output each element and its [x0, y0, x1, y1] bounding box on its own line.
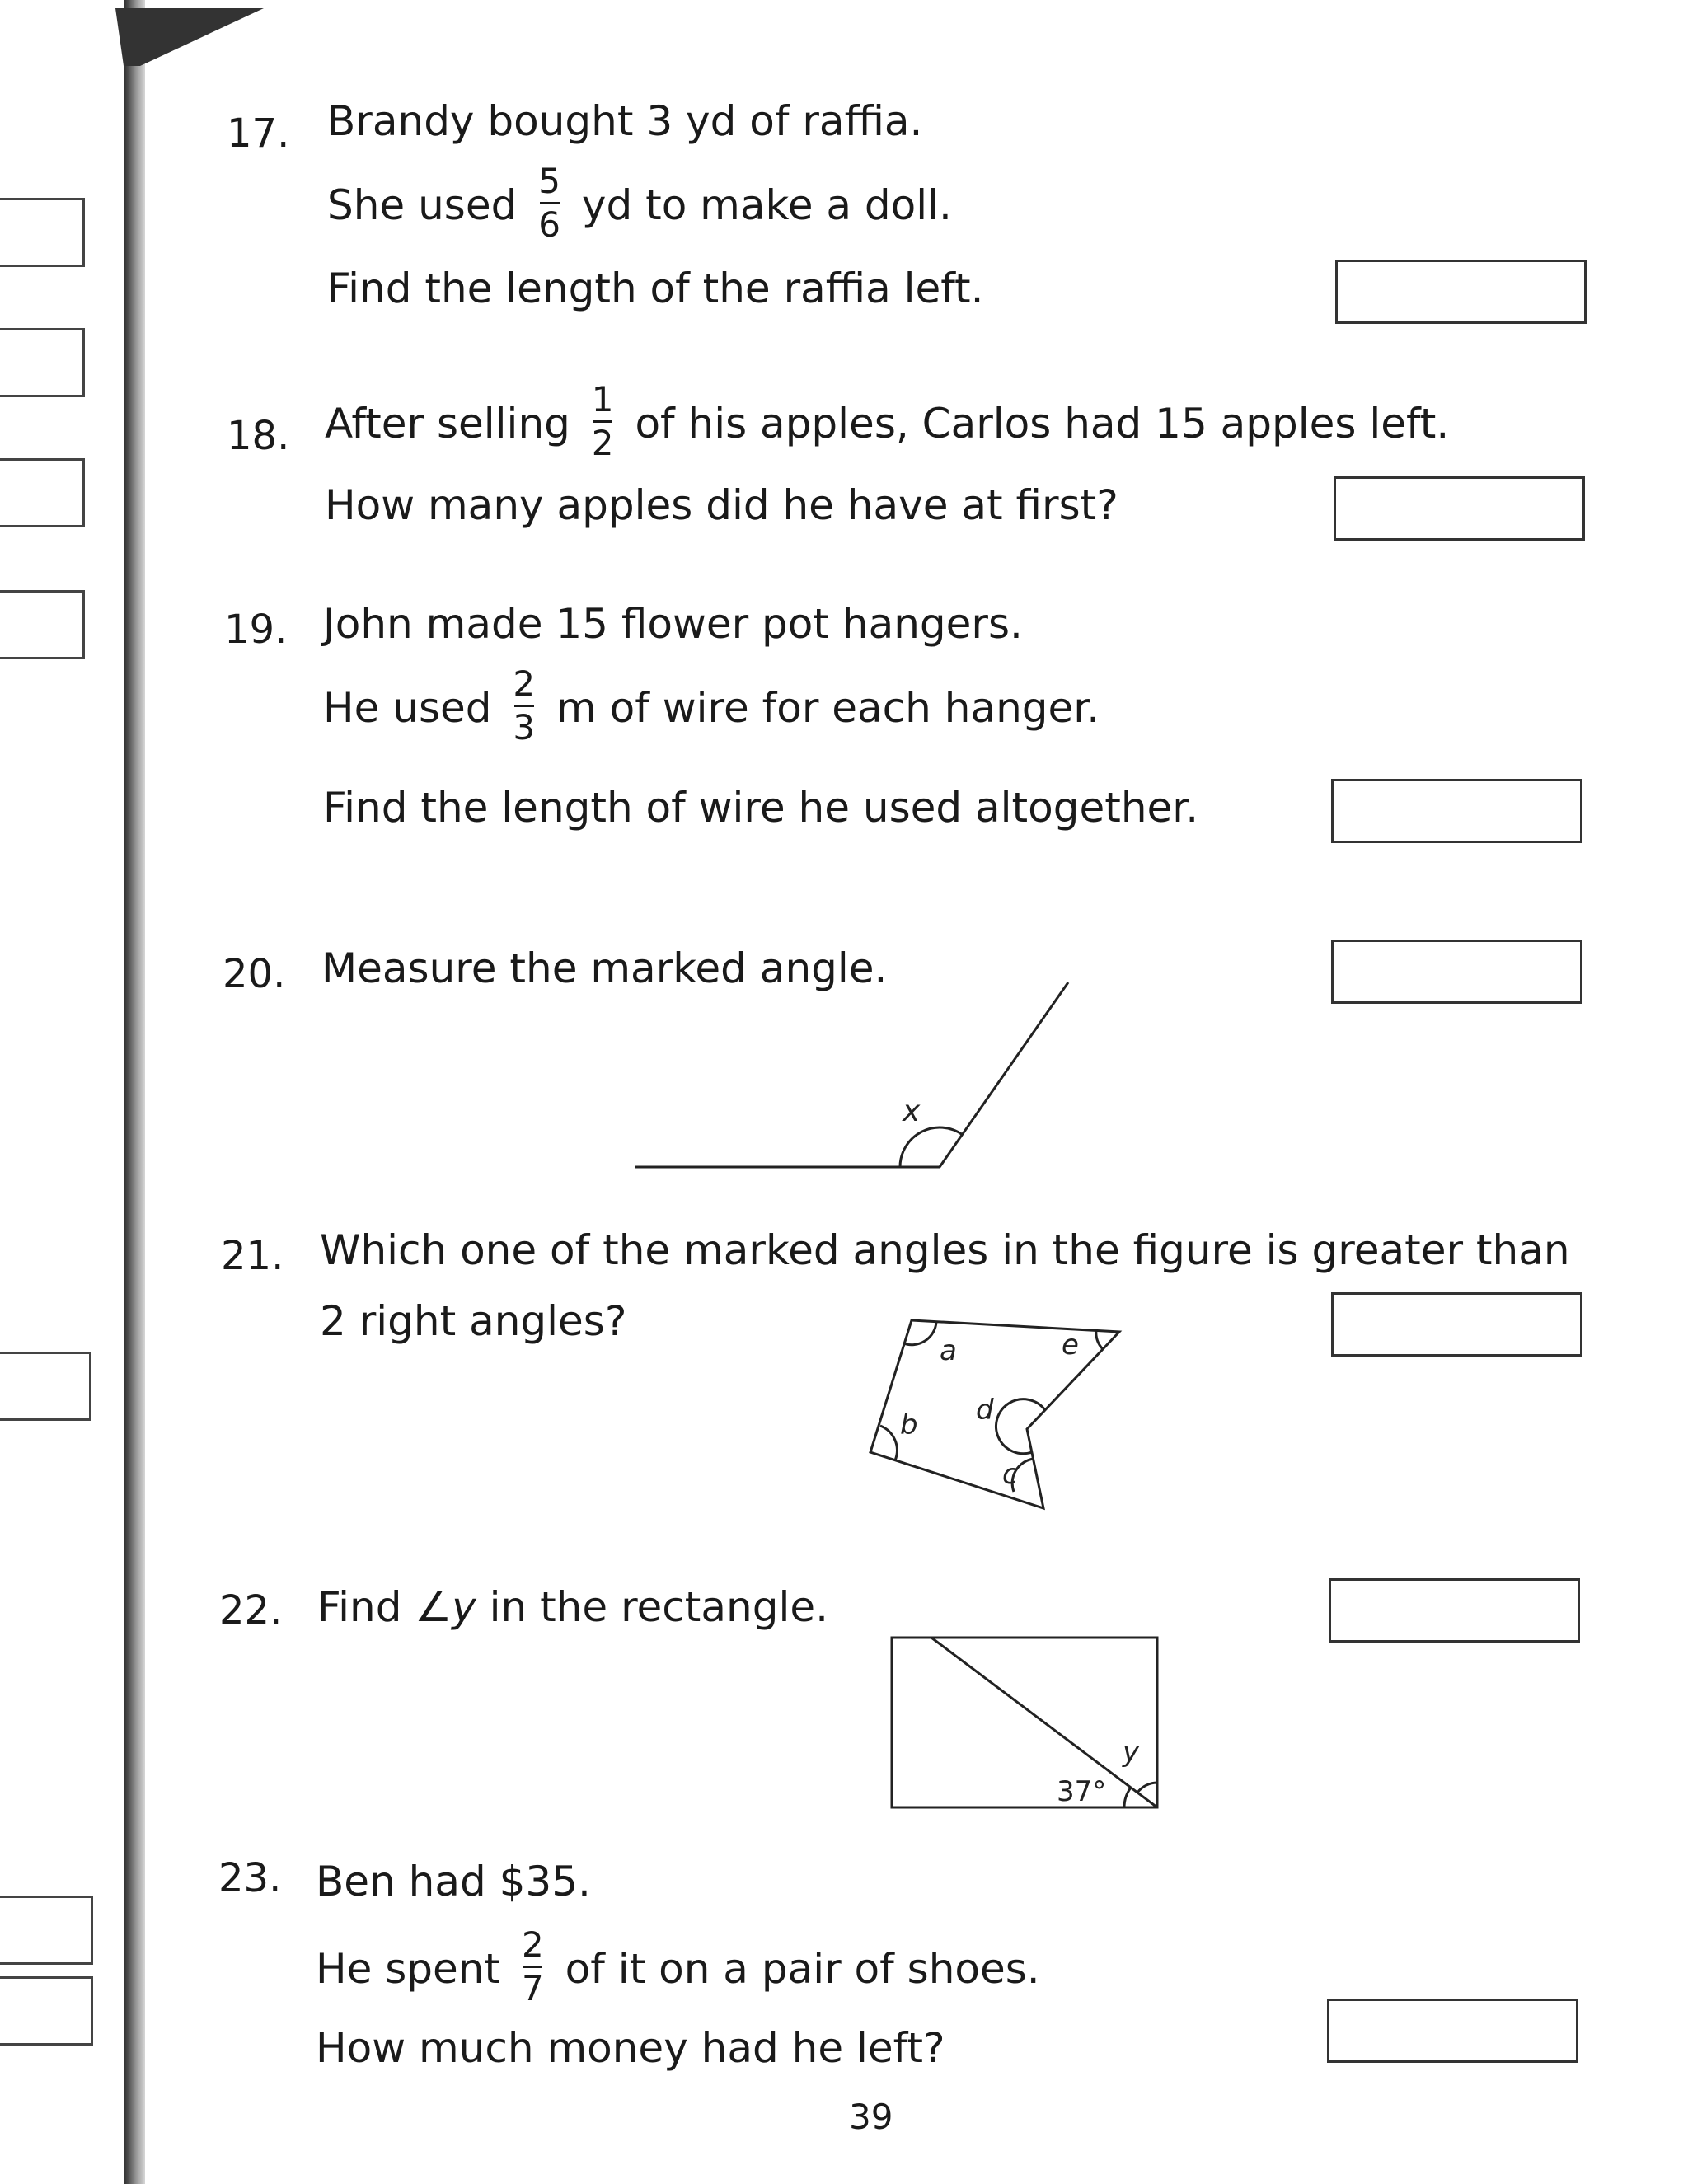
question-21-number: 21. [221, 1233, 284, 1279]
question-23-line-2-before: He spent [316, 1945, 501, 1993]
question-19-number: 19. [224, 607, 288, 653]
question-17-fraction: $\frac{5}{6}$ [538, 161, 560, 245]
question-18-line-1 [325, 379, 1450, 466]
binding-top-shadow [115, 8, 264, 66]
margin-score-box-19 [0, 458, 85, 527]
angle-37-label: 37° [1057, 1775, 1107, 1808]
question-21-line-1: Which one of the marked angles in the figure is greater than [320, 1226, 1570, 1274]
question-17-line-1: Brandy bought 3 yd of raffia. [327, 97, 923, 145]
angle-y-label: y [1123, 1736, 1140, 1769]
margin-score-box-17 [0, 198, 85, 267]
question-22-line-1-before: Find [317, 1583, 415, 1631]
question-17-answer-box[interactable] [1335, 260, 1587, 324]
question-21-answer-box[interactable] [1331, 1292, 1582, 1357]
question-20-answer-box[interactable] [1331, 940, 1582, 1004]
question-22-number: 22. [219, 1587, 283, 1633]
question-18-answer-box[interactable] [1334, 476, 1585, 541]
question-18-line-1-before: After selling [325, 400, 570, 448]
question-19-line-3: Find the length of wire he used altogether. [323, 784, 1199, 832]
question-23-line-3: How much money had he left? [316, 2024, 945, 2072]
question-20-line-1: Measure the marked angle. [321, 944, 888, 992]
angle-symbol: ∠ [415, 1583, 452, 1631]
question-17-line-3: Find the length of the raffia left. [327, 265, 984, 312]
question-19-line-2-before: He used [323, 684, 492, 732]
margin-score-box-20 [0, 590, 85, 659]
question-19-line-2 [323, 663, 1100, 750]
question-19-line-1: John made 15 flower pot hangers. [323, 600, 1023, 648]
question-17-number: 17. [227, 110, 290, 157]
question-23-answer-box[interactable] [1327, 1999, 1578, 2063]
question-23-fraction: $\frac{2}{7}$ [522, 1924, 544, 2008]
question-19-fraction: $\frac{2}{3}$ [513, 663, 536, 748]
question-18-number: 18. [227, 413, 290, 459]
question-20-number: 20. [223, 951, 286, 997]
question-17-line-2-after: yd to make a doll. [581, 181, 952, 229]
question-17-line-2-before: She used [327, 181, 518, 229]
question-17-line-2 [327, 161, 952, 247]
angle-variable: y [452, 1583, 476, 1631]
question-20-angle-figure [635, 981, 1080, 1179]
question-22-line-1-after: in the rectangle. [476, 1583, 829, 1631]
angle-e-label: e [1062, 1329, 1079, 1361]
question-18-fraction: $\frac{1}{2}$ [591, 379, 614, 463]
question-18-line-1-after: of his apples, Carlos had 15 apples left. [635, 400, 1450, 448]
question-23-line-2 [316, 1924, 1040, 2011]
question-22-line-1 [317, 1583, 829, 1631]
question-19-answer-box[interactable] [1331, 779, 1582, 843]
question-22-rectangle-figure [890, 1636, 1162, 1809]
question-23-number: 23. [218, 1855, 282, 1901]
question-21-polygon-figure [857, 1310, 1129, 1516]
margin-score-box-18 [0, 328, 85, 397]
margin-score-box-21 [0, 1352, 91, 1421]
angle-d-label: d [976, 1394, 994, 1427]
question-18-line-2: How many apples did he have at first? [325, 481, 1118, 529]
angle-a-label: a [940, 1334, 957, 1367]
margin-score-box-23 [0, 1976, 93, 2046]
margin-score-box-22 [0, 1896, 93, 1965]
page-number: 39 [849, 2097, 893, 2137]
angle-b-label: b [900, 1408, 918, 1441]
question-22-answer-box[interactable] [1329, 1578, 1580, 1643]
question-23-line-2-after: of it on a pair of shoes. [565, 1945, 1040, 1993]
angle-x-label: x [903, 1094, 921, 1128]
angle-c-label: c [1002, 1458, 1018, 1491]
question-19-line-2-after: m of wire for each hanger. [556, 684, 1100, 732]
question-21-line-2: 2 right angles? [320, 1297, 627, 1345]
question-23-line-1: Ben had $35. [316, 1858, 591, 1905]
book-binding-shadow [124, 0, 145, 2184]
